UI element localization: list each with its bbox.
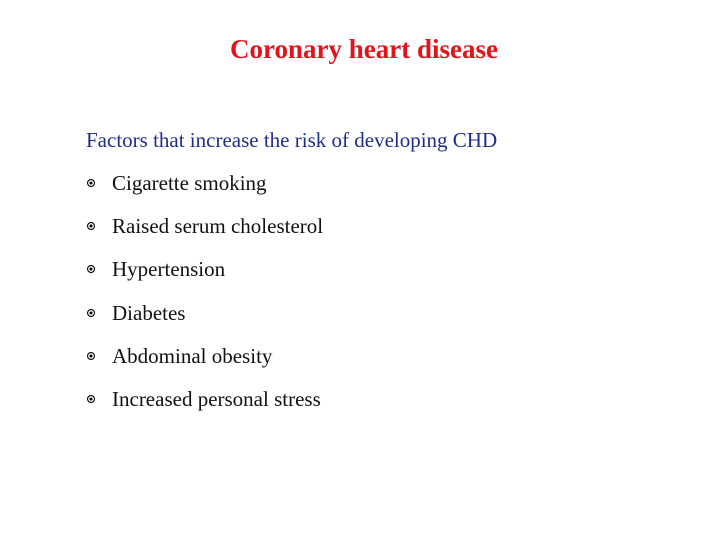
risk-factor-list bbox=[86, 170, 323, 429]
list-item-label: Increased personal stress bbox=[112, 386, 321, 411]
list-item-label: Raised serum cholesterol bbox=[112, 214, 324, 239]
bullet-dot-icon bbox=[87, 222, 95, 230]
bullet-dot-icon bbox=[87, 179, 95, 187]
list-item-label: Hypertension bbox=[112, 257, 226, 282]
list-item bbox=[86, 300, 323, 343]
slide-title: Coronary heart disease bbox=[230, 34, 498, 64]
slide-subtitle: Factors that increase the risk of developing CHD bbox=[86, 128, 498, 152]
list-item-label: Diabetes bbox=[112, 300, 186, 325]
bullet-dot-icon bbox=[87, 352, 95, 360]
list-item-label: Abdominal obesity bbox=[112, 343, 273, 368]
list-item-label: Cigarette smoking bbox=[112, 171, 267, 195]
list-item bbox=[86, 386, 323, 429]
list-item bbox=[86, 343, 323, 386]
list-item bbox=[86, 256, 323, 299]
list-item bbox=[86, 213, 323, 256]
bullet-dot-icon bbox=[87, 265, 95, 273]
bullet-dot-icon bbox=[87, 395, 95, 403]
list-item bbox=[86, 170, 323, 213]
bullet-dot-icon bbox=[87, 309, 95, 317]
